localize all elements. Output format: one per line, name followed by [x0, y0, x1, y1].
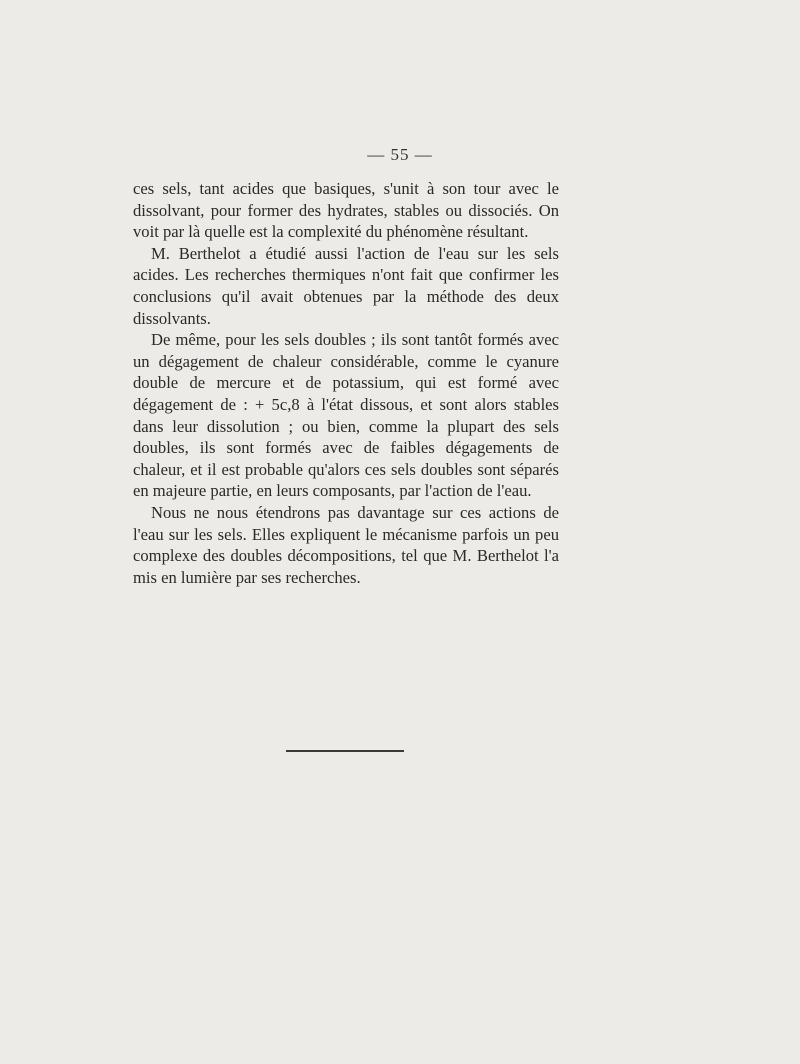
- paragraph: Nous ne nous étendrons pas davantage sur ces actions de l'eau sur les sels. Elles expliquent le mécanisme parfois un peu complexe des doubles décompositions, tel que M. Berthelot l'a mis en lumière par ses recherches.: [133, 502, 559, 587]
- body-text: [133, 178, 559, 588]
- page-number: — 55 —: [367, 145, 433, 164]
- paragraph: ces sels, tant acides que basiques, s'unit à son tour avec le dissolvant, pour former des hydrates, stables ou dissociés. On voit par là quelle est la complexité du phénomène résultant.: [133, 179, 559, 242]
- section-end-rule: [286, 750, 404, 752]
- paragraph: De même, pour les sels doubles ; ils sont tantôt formés avec un dégagement de chaleur considérable, comme le cyanure double de mercure et de potassium, qui est formé avec dégagement de : + 5c,8 à l'état dissous, et sont alors stables dans leur dissolution ; ou bien, comme la plupart des sels doubles, ils sont formés avec de faibles dégagements de chaleur, et il est probable qu'alors ces sels doubles sont séparés en majeure partie, en leurs composants, par l'action de l'eau.: [133, 330, 559, 501]
- paragraph: M. Berthelot a étudié aussi l'action de l'eau sur les sels acides. Les recherches thermiques n'ont fait que confirmer les conclusions qu'il avait obtenues par la méthode des deux dissolvants.: [133, 243, 559, 328]
